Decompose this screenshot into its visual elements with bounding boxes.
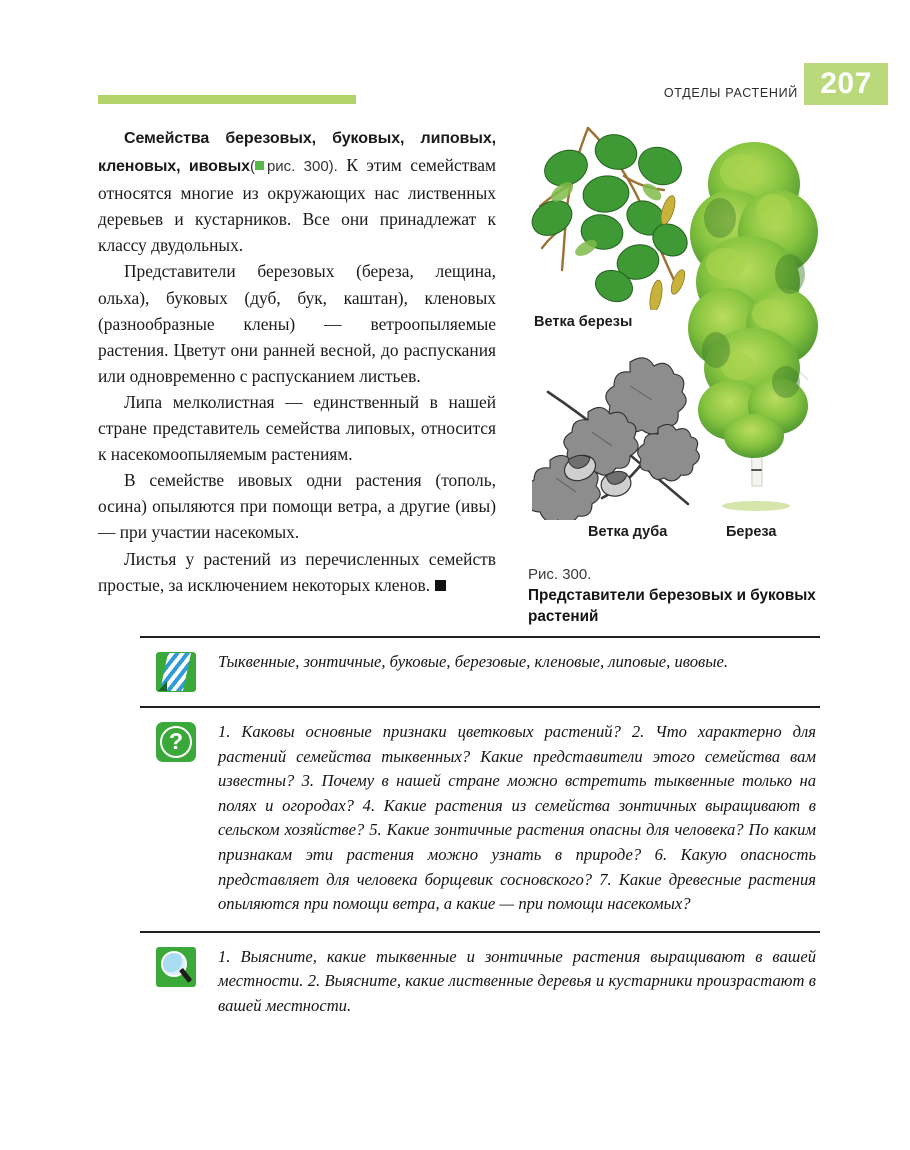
tasks-text: 1. Выясните, какие тыквенные и зонтичные растения выращивают в вашей местности. 2. Выясните, какие лиственные деревья и кустарники произрастают в вашей местности. xyxy=(218,946,816,1015)
birch-tree-illustration xyxy=(686,114,820,520)
caption-birch-tree: Береза xyxy=(726,524,777,540)
questions-text: 1. Каковы основные признаки цветковых растений? 2. Что характерно для растений семейства тыквенных? Какие представители этого семейства вам известны? 3. Почему в нашей стране можно встретить тыквенные только на полях и огородах? 4. Какие растения из семейства зонтичных выращивают в сельском хозяйстве? 5. Какие зонтичные растения опасны для человека? По каким признакам эти растения можно узнать в природе? 6. Какую опасность представляет для человека борщевик сосновского? 7. Какие древесные растения опыляются при помощи ветра, а какие — при помощи насекомых? xyxy=(218,722,816,914)
figure-reference: рис. 300). xyxy=(266,158,338,176)
figure-reference-open: ( xyxy=(249,158,255,176)
pencil-icon-tile xyxy=(156,652,196,692)
paragraph-1-rest: К этим семействам относятся многие из окружающих нас лиственных деревьев и кустарников. Все они принадлежат к классу двудольных. xyxy=(98,155,496,256)
magnifier-icon xyxy=(156,947,196,987)
birch-branch-illustration xyxy=(528,114,688,310)
magnifier-icon-tile xyxy=(156,947,196,987)
paragraph-1 xyxy=(98,124,496,258)
pencil-icon xyxy=(156,652,196,692)
paragraph-5-wrapper xyxy=(98,546,496,598)
questions-band xyxy=(140,708,820,931)
section-end-mark-icon xyxy=(435,580,446,591)
running-head: ОТДЕЛЫ РАСТЕНИЙ xyxy=(663,86,798,100)
paragraph-4: В семействе ивовых одни растения (тополь, осина) опыляются при помощи ветра, а другие (ивы) — при участии насекомых. xyxy=(98,470,496,543)
page-number-badge: 207 xyxy=(804,63,888,105)
paragraph-3: Липа мелколистная — единственный в нашей стране представитель семейства липовых, относится к насекомоопыляемым растениям. xyxy=(98,391,496,465)
figure-number: Рис. 300. xyxy=(528,566,592,583)
caption-oak-branch: Ветка дуба xyxy=(588,524,668,540)
header-green-rule xyxy=(98,95,356,104)
paragraph-2: Представители березовых (береза, лещина, ольха), буковых (дуб, бук, каштан), кленовых (разнообразные клены) — ветроопыляемые растения. Цветут они ранней весной, до распускания или одновременно с распусканием листьев. xyxy=(98,261,496,386)
question-icon-tile xyxy=(156,722,196,762)
question-icon-glyph: ? xyxy=(168,728,184,754)
section-heading-run-in: Семейства березовых, буковых, липовых, кленовых, ивовых xyxy=(98,130,496,176)
green-square-icon xyxy=(255,161,264,170)
bottom-sections xyxy=(140,636,820,1033)
figure-images xyxy=(528,114,820,625)
caption-birch-branch: Ветка березы xyxy=(534,314,633,330)
body-text-column xyxy=(98,124,496,598)
tasks-band xyxy=(140,933,820,1033)
oak-branch-illustration xyxy=(532,342,702,520)
summary-band xyxy=(140,638,820,706)
figure-title: Представители березовых и буковых растений xyxy=(528,587,816,625)
question-icon xyxy=(156,722,196,762)
figure-column xyxy=(528,114,820,625)
pencil-icon-tip xyxy=(158,681,167,691)
figure-caption-block xyxy=(528,566,820,627)
paragraph-5: Листья у растений из перечисленных семейств простые, за исключением некоторых кленов. xyxy=(98,548,496,595)
summary-text: Тыквенные, зонтичные, буковые, березовые, кленовые, липовые, ивовые. xyxy=(218,652,729,671)
